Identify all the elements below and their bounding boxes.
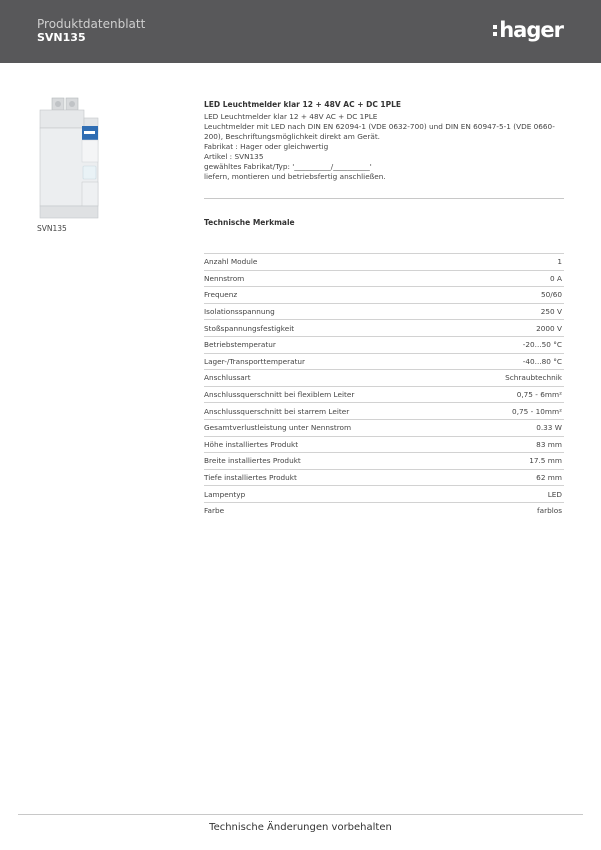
spec-value: 0 A xyxy=(550,273,562,283)
table-row xyxy=(204,402,564,419)
table-row xyxy=(204,336,564,353)
spec-value: 83 mm xyxy=(536,439,562,449)
table-row xyxy=(204,353,564,370)
specs-section-title: Technische Merkmale xyxy=(204,218,295,227)
product-description xyxy=(204,112,564,182)
table-row xyxy=(204,502,564,519)
table-row xyxy=(204,369,564,386)
spec-value: 1 xyxy=(557,257,562,267)
description-line: LED Leuchtmelder klar 12 + 48V AC + DC 1PLE xyxy=(204,112,378,121)
description-line: liefern, montieren und betriebsfertig anschließen. xyxy=(204,172,386,181)
table-row xyxy=(204,485,564,502)
spec-value: -40...80 °C xyxy=(522,356,562,366)
page-header xyxy=(0,0,601,63)
description-line: Artikel : SVN135 xyxy=(204,152,264,161)
spec-label: Gesamtverlustleistung unter Nennstrom xyxy=(204,423,352,433)
hager-logo xyxy=(493,17,563,43)
table-row xyxy=(204,253,564,270)
spec-label: Höhe installiertes Produkt xyxy=(204,439,299,449)
product-image xyxy=(36,96,102,220)
logo-dots-icon xyxy=(493,25,497,36)
table-row xyxy=(204,452,564,469)
spec-label: Betriebstemperatur xyxy=(204,340,276,350)
spec-value: 0.33 W xyxy=(536,423,562,433)
table-row xyxy=(204,319,564,336)
spec-label: Anschlussart xyxy=(204,373,251,383)
description-line: gewähltes Fabrikat/Typ: '__________/__________' xyxy=(204,162,372,171)
spec-label: Isolationsspannung xyxy=(204,307,275,317)
spec-label: Anschlussquerschnitt bei flexiblem Leiter xyxy=(204,390,355,400)
spec-value: 250 V xyxy=(540,307,562,317)
spec-label: Nennstrom xyxy=(204,273,245,283)
spec-value: LED xyxy=(547,489,562,499)
spec-label: Lager-/Transporttemperatur xyxy=(204,356,306,366)
spec-label: Farbe xyxy=(204,506,225,516)
footer-note: Technische Änderungen vorbehalten xyxy=(209,822,392,833)
table-row xyxy=(204,286,564,303)
table-row xyxy=(204,270,564,287)
spec-value: 17.5 mm xyxy=(529,456,562,466)
spec-label: Breite installiertes Produkt xyxy=(204,456,301,466)
table-row xyxy=(204,303,564,320)
specs-table xyxy=(204,253,564,519)
table-row xyxy=(204,386,564,403)
spec-value: 0,75 - 6mm² xyxy=(516,390,562,400)
description-line: Fabrikat : Hager oder gleichwertig xyxy=(204,142,329,151)
spec-value: -20...50 °C xyxy=(522,340,562,350)
spec-label: Stoßspannungsfestigkeit xyxy=(204,323,295,333)
spec-value: 0,75 - 10mm² xyxy=(512,406,562,416)
spec-label: Lampentyp xyxy=(204,489,246,499)
spec-label: Frequenz xyxy=(204,290,238,300)
footer-divider xyxy=(18,814,583,815)
spec-value: farblos xyxy=(537,506,562,516)
section-divider xyxy=(204,198,564,199)
document-type: Produktdatenblatt xyxy=(37,17,146,31)
spec-label: Tiefe installiertes Produkt xyxy=(204,473,297,483)
spec-value: Schraubtechnik xyxy=(505,373,562,383)
spec-value: 2000 V xyxy=(536,323,562,333)
product-code: SVN135 xyxy=(37,31,86,44)
spec-label: Anschlussquerschnitt bei starrem Leiter xyxy=(204,406,350,416)
table-row xyxy=(204,469,564,486)
description-line: Leuchtmelder mit LED nach DIN EN 62094-1 (VDE 0632-700) und DIN EN 60947-5-1 (VDE 0660-200), Beschriftungsmöglichkeit direkt am Gerät. xyxy=(204,122,555,141)
spec-value: 62 mm xyxy=(536,473,562,483)
logo-text: hager xyxy=(499,18,563,42)
image-caption: SVN135 xyxy=(37,224,67,233)
spec-label: Anzahl Module xyxy=(204,257,258,267)
spec-value: 50/60 xyxy=(540,290,562,300)
product-title: LED Leuchtmelder klar 12 + 48V AC + DC 1PLE xyxy=(204,100,402,109)
table-row xyxy=(204,436,564,453)
table-row xyxy=(204,419,564,436)
